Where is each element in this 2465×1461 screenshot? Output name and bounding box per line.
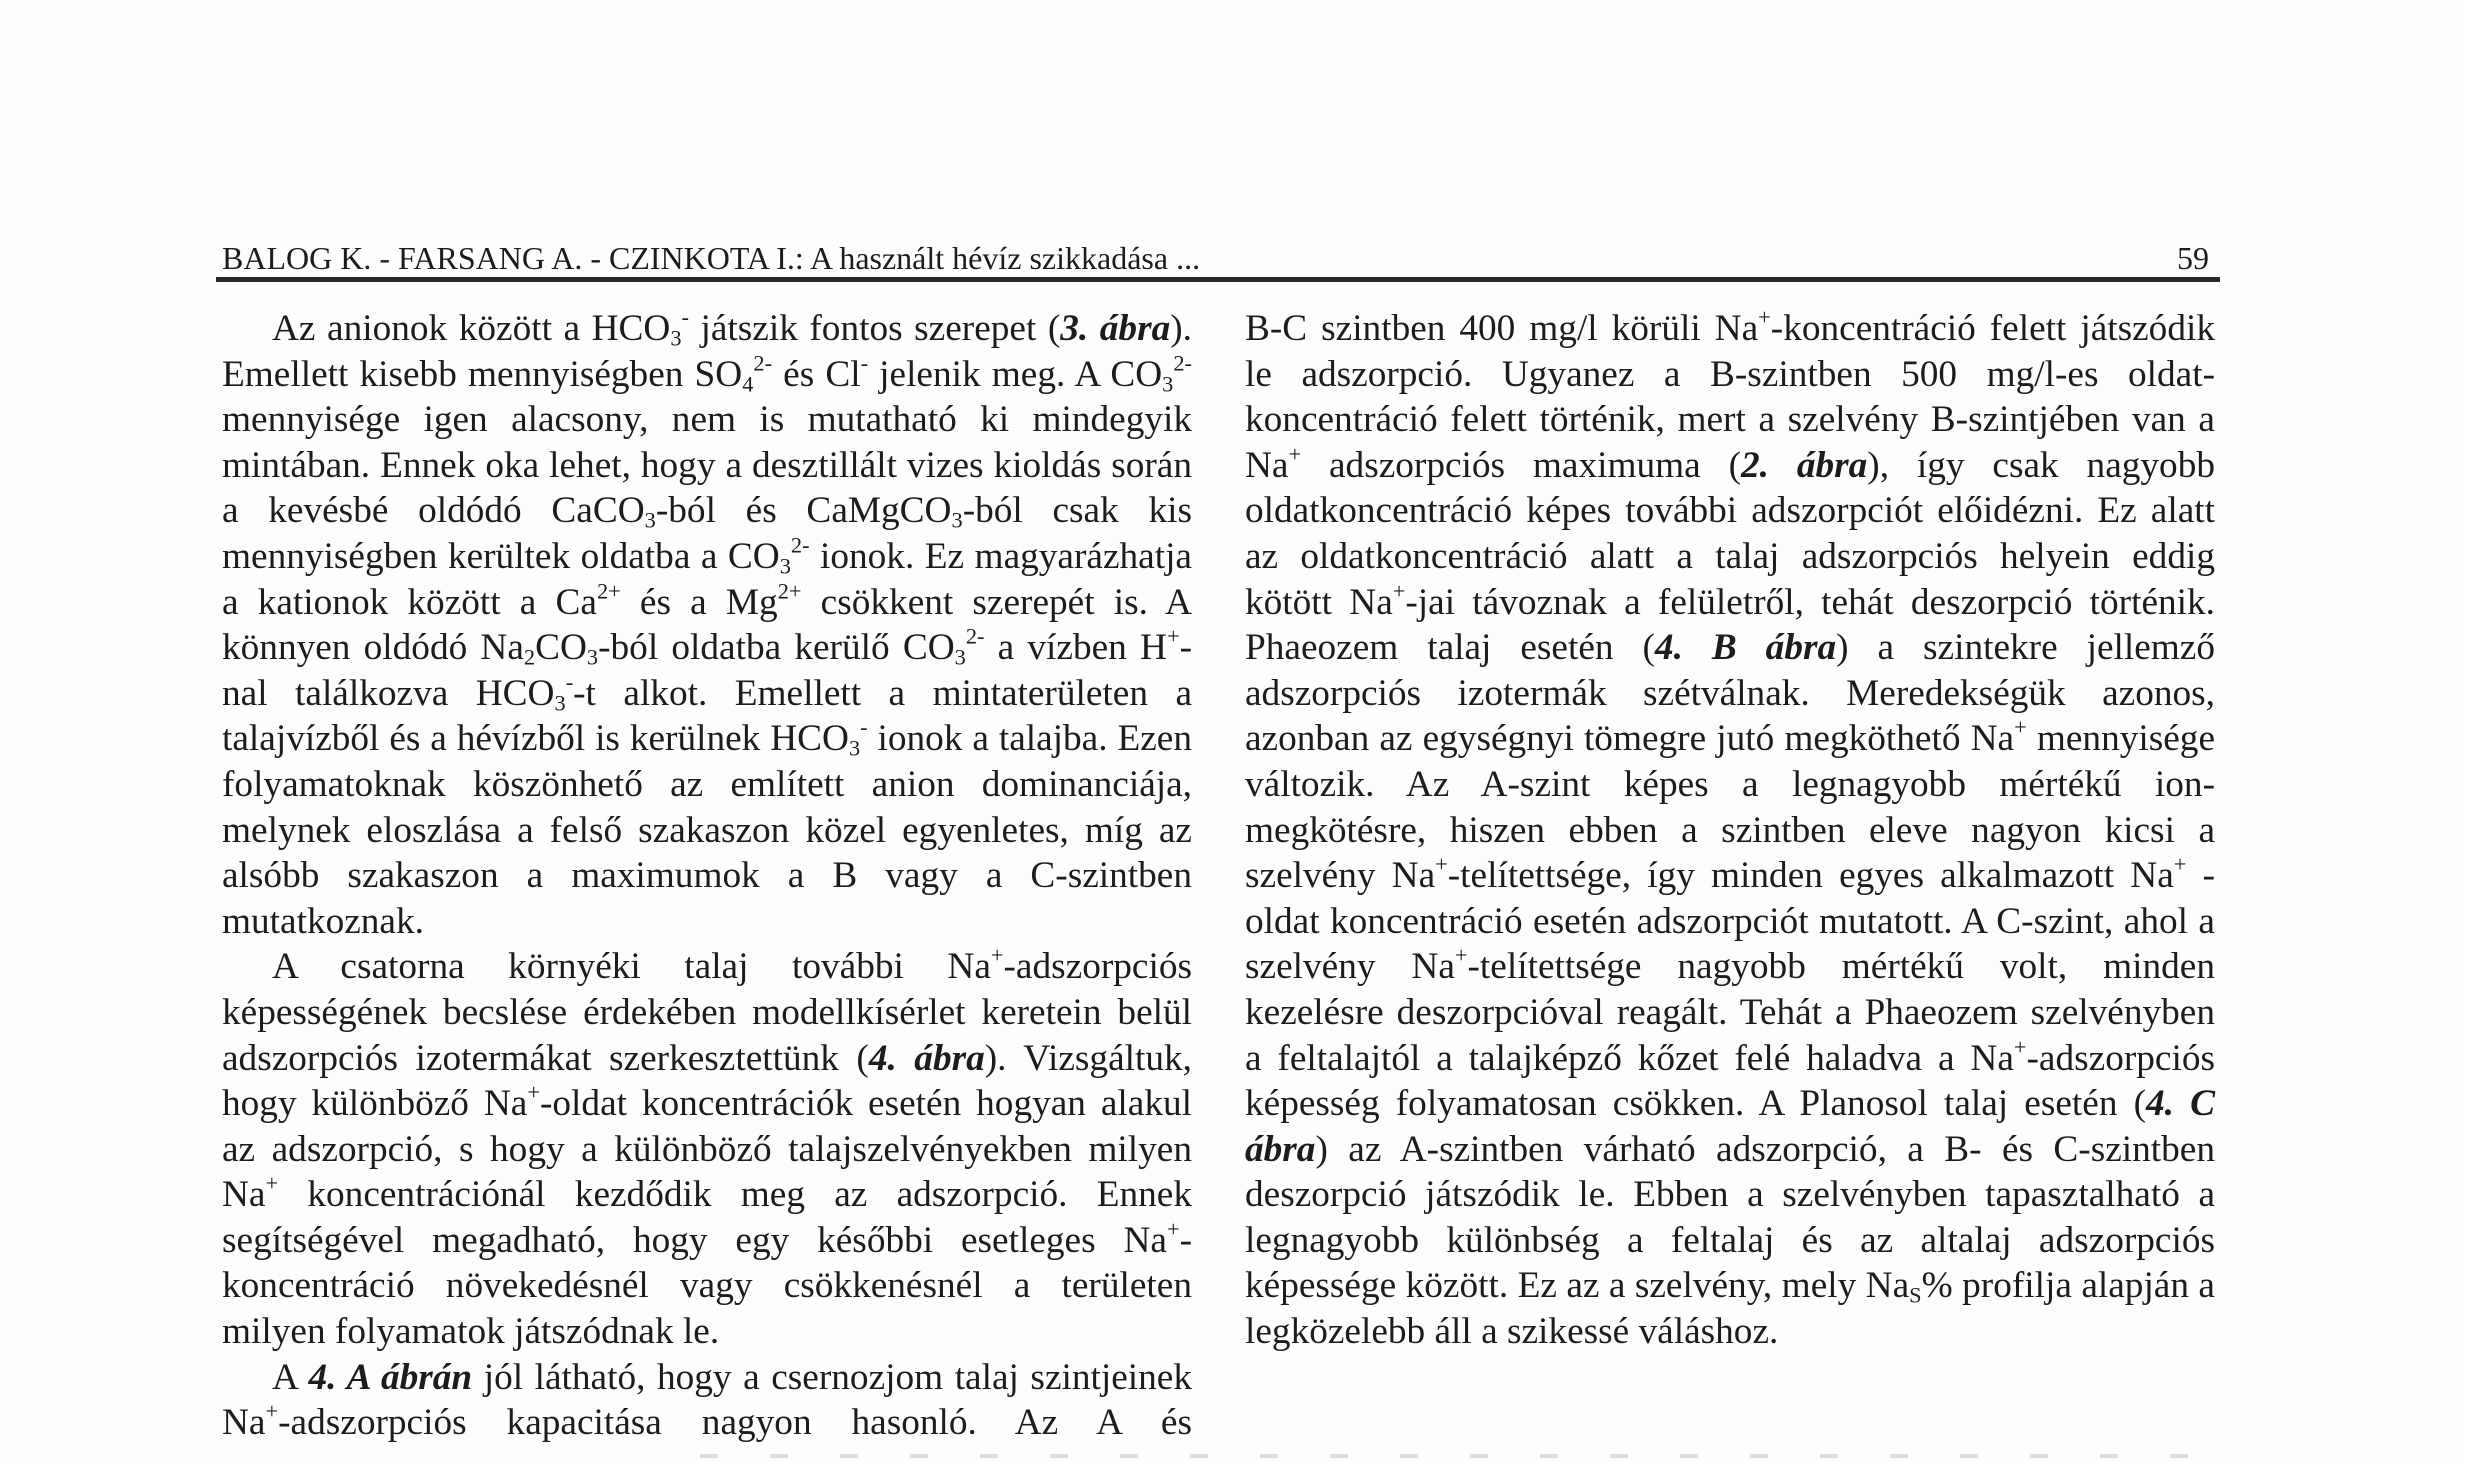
next-page-bleed-marks — [700, 1454, 2200, 1458]
figure-reference: 4. ábra — [868, 1037, 985, 1079]
page-number: 59 — [2177, 240, 2209, 276]
figure-reference: 4. B ábra — [1654, 627, 1837, 669]
paragraph-chernozem: A 4. A ábrán jól látható, hogy a csernozjom talaj szintjeinek Na+-adszorpciós kapacitása nagyon hasonló. Az A és — [222, 1356, 1193, 1444]
header-rule — [216, 277, 2220, 282]
paragraph-soil-profiles: B-C szintben 400 mg/l körüli Na+-koncentráció felett játszódik le adszorpció. Ugyanez a B-szintben 500 mg/l-es oldat-koncentráció felett történik, mert a szelvény B-szintjében van a Na+ adszorpciós maximuma (2. ábra), így csak nagyobb oldatkoncentráció képes további adszorpciót előidézni. Ez alatt az oldatkoncentráció alatt a talaj adszorpciós helyein eddig kötött Na+-jai távoznak a felületről, tehát deszorpció történik. Phaeozem talaj esetén (4. B ábra) a szintekre jellemző adszorpciós izotermák szétválnak. Meredekségük azonos, azonban az egységnyi tömegre jutó megköthető Na+ mennyisége változik. Az A-szint képes a legnagyobb mértékű ion-megkötésre, hiszen ebben a szintben eleve nagyon kicsi a szelvény Na+-telítettsége, így minden egyes alkalmazott Na+ -oldat koncentráció esetén adszorpciót mutatott. A C-szint, ahol a szelvény Na+-telítettsége nagyobb mértékű volt, minden kezelésre deszorpcióval reagált. Tehát a Phaeozem szelvényben a feltalajtól a talajképző kőzet felé haladva a Na+-adszorpciós képesség folyamatosan csökken. A Planosol talaj esetén (4. C ábra) az A-szintben várható adszorpció, a B- és C-szintben deszorpció játszódik le. Ebben a szelvényben tapasztalható a legnagyobb különbség a feltalaj és az altalaj adszorpciós képessége között. Ez az a szelvény, mely $Na_S\%$ profilja alapján a legközelebb áll a szikessé váláshoz. — [1245, 304, 2215, 1353]
figure-reference: 4. C ábra — [1245, 1083, 2215, 1170]
running-title: BALOG K. - FARSANG A. - CZINKOTA I.: A használt hévíz szikkadása ... — [222, 240, 1201, 276]
paragraph-anions: Az anionok között a $HCO_3^-$ játszik fontos szerepet (3. ábra). Emellett kisebb mennyiségben $SO_4^{2-}$ és Cl- jelenik meg. A $CO_3^{2-}$ mennyisége igen alacsony, nem is mutatható ki mindegyik mintában. Ennek oka lehet, hogy a desztillált vizes kioldás során a kevésbé oldódó CaCO$_3$-ból és CaMgCO$_3$-ból csak kis mennyiségben kerültek oldatba a $CO_3^{2-}$ ionok. Ez magyarázhatja a kationok között a $Ca^{2+}$ és a $Mg^{2+}$ csökkent szerepét is. A könnyen oldódó $Na_2CO_3$-ból oldatba kerülő $CO_3^{2-}$ a vízben H+-nal találkozva $HCO_3^--t$ alkot. Emellett a mintaterületen a talajvízből és a hévízből is kerülnek $HCO_3^-$ ionok a talajba. Ezen folyamatoknak köszönhető az említett anion dominanciája, melynek eloszlása a felső szakaszon közel egyenletes, míg az alsóbb szakaszon a maximumok a B vagy a C-szintben mutatkoznak. — [222, 304, 1192, 942]
figure-reference: 2. ábra — [1741, 444, 1868, 486]
right-column — [1245, 306, 2215, 1355]
figure-reference: 3. ábra — [1060, 308, 1171, 349]
running-header — [222, 236, 2217, 280]
figure-reference: 4. A ábrán — [308, 1356, 473, 1398]
left-column — [222, 306, 1192, 1446]
paragraph-adsorption-model: A csatorna környéki talaj további Na+-adszorpciós képességének becslése érdekében modellkísérlet keretein belül adszorpciós izotermákat szerkesztettünk (4. ábra). Vizsgáltuk, hogy különböző Na+-oldat koncentrációk esetén hogyan alakul az adszorpció, s hogy a különböző talajszelvényekben milyen Na+ koncentrációnál kezdődik meg az adszorpció. Ennek segítségével megadható, hogy egy későbbi esetleges Na+-koncentráció növekedésnél vagy csökkenésnél a területen milyen folyamatok játszódnak le. — [222, 942, 1192, 1353]
